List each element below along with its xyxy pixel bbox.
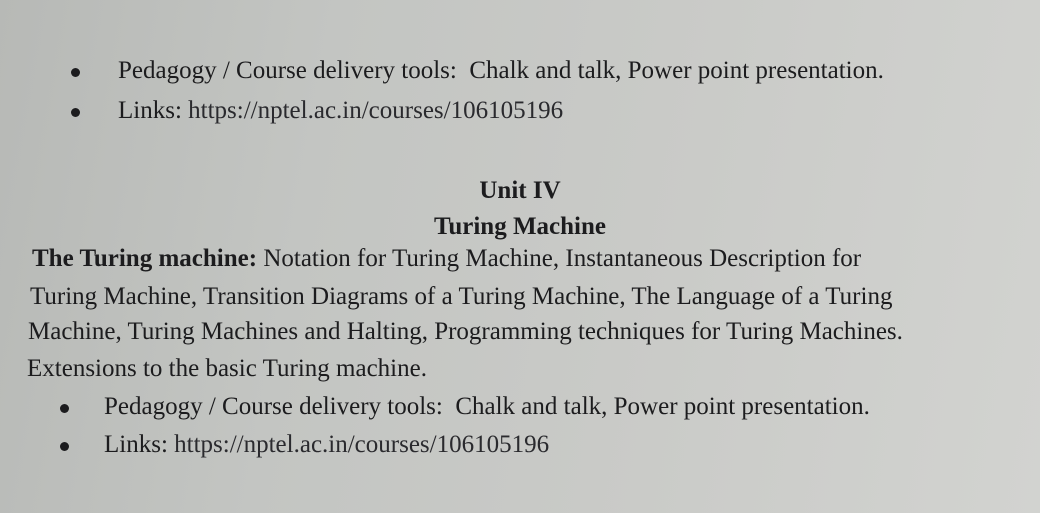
body-line-1 (32, 245, 861, 273)
prev-links-url[interactable]: https://nptel.ac.in/courses/106105196 (188, 97, 564, 124)
prev-links-line (118, 97, 563, 125)
bullet-dot (71, 68, 80, 77)
unit-links-line (104, 431, 549, 459)
bullet-dot (60, 404, 69, 413)
topic-lead: The Turing machine: (32, 245, 258, 272)
unit-title-heading: Turing Machine (433, 213, 607, 240)
unit-pedagogy-line (104, 393, 870, 421)
bullet-dot (60, 442, 69, 451)
prev-pedagogy-label: Pedagogy / Course delivery tools: (118, 57, 457, 84)
prev-links-label: Links: (118, 97, 182, 124)
unit-links-url[interactable]: https://nptel.ac.in/courses/106105196 (174, 431, 550, 458)
body-line-4: Extensions to the basic Turing machine. (27, 355, 427, 382)
body-line-3: Machine, Turing Machines and Halting, Programming techniques for Turing Machines. (28, 318, 903, 345)
unit-number-heading: Unit IV (479, 177, 561, 204)
unit-links-label: Links: (104, 431, 168, 458)
body-line-2: Turing Machine, Transition Diagrams of a Turing Machine, The Language of a Turing (30, 283, 893, 310)
body-text-1: Notation for Turing Machine, Instantaneous Description for (263, 245, 862, 272)
bullet-dot (71, 108, 80, 117)
prev-pedagogy-value: Chalk and talk, Power point presentation. (469, 57, 884, 84)
unit-pedagogy-value: Chalk and talk, Power point presentation. (455, 393, 870, 420)
prev-pedagogy-line (118, 57, 884, 85)
unit-pedagogy-label: Pedagogy / Course delivery tools: (104, 393, 443, 420)
